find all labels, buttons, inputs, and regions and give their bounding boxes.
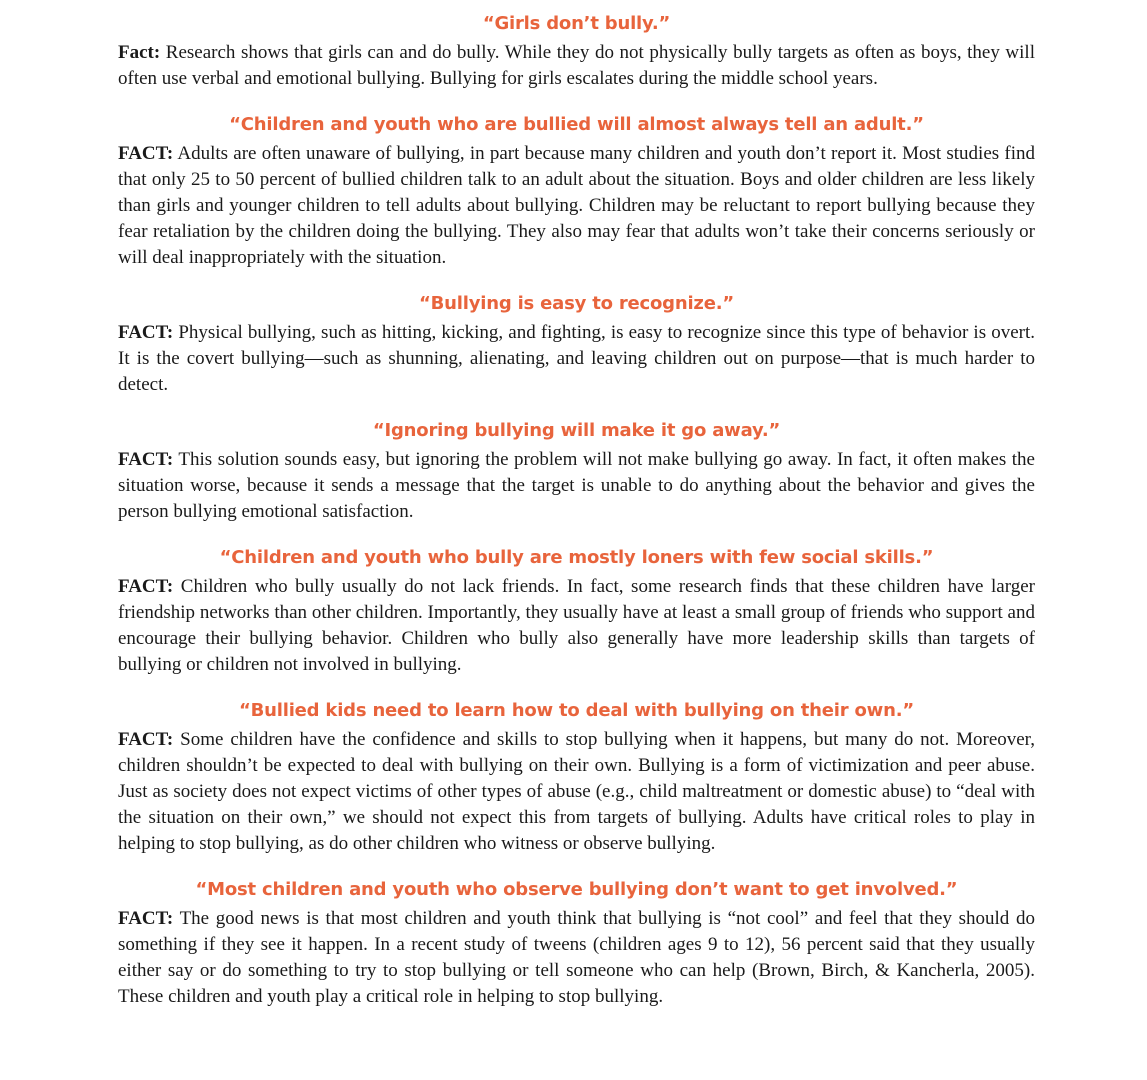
myth-heading: “Bullying is easy to recognize.” <box>419 293 734 314</box>
fact-text: Some children have the confidence and skills to stop bullying when it happens, but many do not. Moreover, children shouldn’t be expected to deal with bullying on their own. Bullying is a form of victimization and peer abuse. Just as society does not expect victims of other types of abuse (e.g., child maltreatment or domestic abuse) to “deal with the situation on their own,” we should not expect this from targets of bullying. Adults have critical roles to play in helping to stop bullying, as do other children who witness or observe bullying. <box>118 729 1035 854</box>
fact-paragraph <box>118 906 1035 1010</box>
fact-label: Fact: <box>118 42 161 63</box>
document-page <box>118 12 1035 1010</box>
fact-label: FACT: <box>118 908 174 929</box>
fact-label: FACT: <box>118 322 174 343</box>
fact-label: FACT: <box>118 143 174 164</box>
myth-heading: “Girls don’t bully.” <box>482 13 671 34</box>
fact-paragraph <box>118 447 1035 525</box>
fact-text: Adults are often unaware of bullying, in part because many children and youth don’t report it. Most studies find that only 25 to 50 percent of bullied children talk to an adult about the situation. Boys and older children are less likely than girls and younger children to tell adults about bullying. Children may be reluctant to report bullying because they fear retaliation by the children doing the bullying. They also may fear that adults won’t take their concerns seriously or will deal inappropriately with the situation. <box>118 143 1035 268</box>
myth-heading: “Most children and youth who observe bullying don’t want to get involved.” <box>195 879 958 900</box>
fact-text: Research shows that girls can and do bully. While they do not physically bully targets as often as boys, they will often use verbal and emotional bullying. Bullying for girls escalates during the middle school years. <box>118 42 1035 89</box>
fact-text: This solution sounds easy, but ignoring the problem will not make bullying go away. In fact, it often makes the situation worse, because it sends a message that the target is unable to do anything about the behavior and gives the person bullying emotional satisfaction. <box>118 449 1035 522</box>
myth-section-2 <box>118 113 1035 271</box>
myth-heading: “Children and youth who bully are mostly loners with few social skills.” <box>219 547 934 568</box>
myth-heading: “Children and youth who are bullied will almost always tell an adult.” <box>229 114 924 135</box>
fact-text: Physical bullying, such as hitting, kicking, and fighting, is easy to recognize since this type of behavior is overt. It is the covert bullying—such as shunning, alienating, and leaving children out on purpose—that is much harder to detect. <box>118 322 1035 395</box>
fact-label: FACT: <box>118 449 174 470</box>
fact-label: FACT: <box>118 729 174 750</box>
myth-section-7 <box>118 878 1035 1010</box>
myth-heading: “Bullied kids need to learn how to deal with bullying on their own.” <box>239 700 914 721</box>
fact-text: Children who bully usually do not lack friends. In fact, some research finds that these children have larger friendship networks than other children. Importantly, they usually have at least a small group of friends who support and encourage their bullying behavior. Children who bully also generally have more leadership skills than targets of bullying or children not involved in bullying. <box>118 576 1035 675</box>
fact-text: The good news is that most children and youth think that bullying is “not cool” and feel that they should do something if they see it happen. In a recent study of tweens (children ages 9 to 12), 56 percent said that they usually either say or do something to try to stop bullying or tell someone who can help (Brown, Birch, & Kancherla, 2005). These children and youth play a critical role in helping to stop bullying. <box>118 908 1035 1007</box>
fact-paragraph <box>118 727 1035 857</box>
fact-paragraph <box>118 320 1035 398</box>
myth-heading: “Ignoring bullying will make it go away.” <box>372 420 781 441</box>
myth-section-6 <box>118 699 1035 857</box>
fact-paragraph <box>118 40 1035 92</box>
myth-section-3 <box>118 292 1035 398</box>
myth-section-5 <box>118 546 1035 678</box>
myth-section-1 <box>118 12 1035 92</box>
myth-section-4 <box>118 419 1035 525</box>
fact-paragraph <box>118 574 1035 678</box>
fact-paragraph <box>118 141 1035 271</box>
fact-label: FACT: <box>118 576 174 597</box>
